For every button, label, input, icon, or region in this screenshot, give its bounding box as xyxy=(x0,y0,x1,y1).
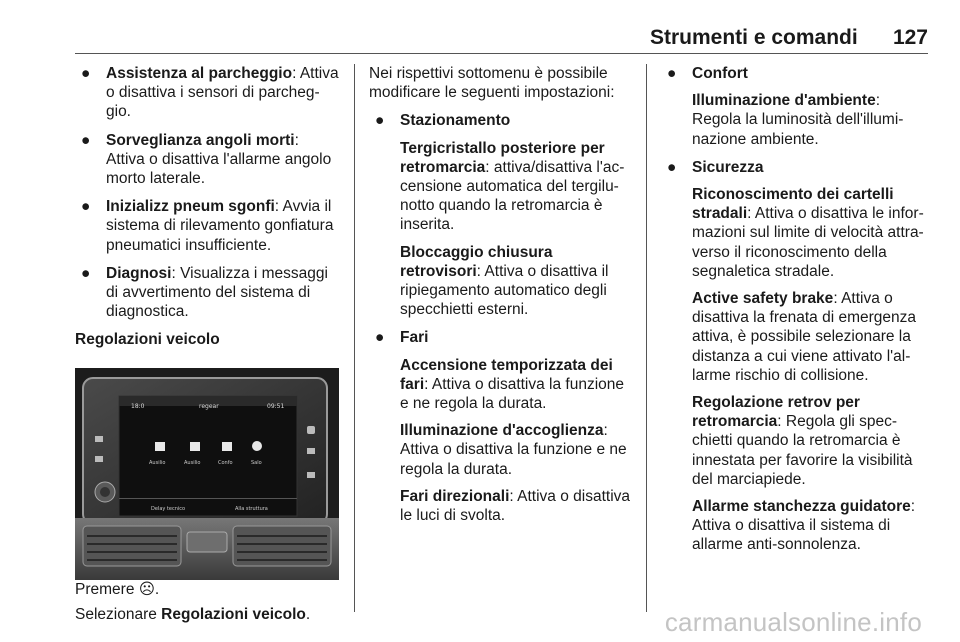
column-2 xyxy=(369,64,635,534)
list-item xyxy=(75,264,341,322)
term: Assistenza al parcheggio xyxy=(106,65,293,82)
bullet-dot: ● xyxy=(667,158,677,176)
bullet-dot: ● xyxy=(81,65,91,82)
status-bar-left: 18:0 xyxy=(131,402,145,410)
description: : Attiva o disattiva il ripiegamento automatico degli specchietti esterni. xyxy=(400,262,609,319)
screen-bottom-right: Alla struttura xyxy=(235,505,268,512)
bullet-dot: ● xyxy=(81,198,91,216)
term: Inizializz pneum sgonfi xyxy=(106,198,275,216)
setting-entry xyxy=(400,356,635,414)
status-bar-title: regear xyxy=(199,402,219,410)
setting-entry xyxy=(400,487,635,525)
term: Regolazione retrov per retromarcia xyxy=(692,394,860,431)
bullet-dot: ● xyxy=(667,65,677,82)
bullet-dot: ● xyxy=(81,264,91,282)
term: Tergicristallo posteriore per retromarcia xyxy=(400,139,605,176)
section-title: Regolazioni veicolo xyxy=(75,331,220,349)
screen-icon-label: Ausilio xyxy=(149,459,166,466)
submenu-title: Confort xyxy=(692,65,748,82)
bullet-dot: ● xyxy=(375,112,385,130)
description: : attiva/disattiva l'ac-censione automatica del tergilu-notto quando la retromarcia è inserita. xyxy=(400,158,625,234)
term: Regolazioni veicolo xyxy=(161,605,306,623)
screen-bottom-left: Delay tecnico xyxy=(151,505,186,512)
status-bar-clock: 09:51 xyxy=(267,402,285,410)
description: : Regola la luminosità dell'illumi-nazione ambiente. xyxy=(692,92,904,148)
list-item xyxy=(369,328,635,525)
term: Accensione temporizzata dei fari xyxy=(400,356,613,393)
list-item xyxy=(75,64,341,122)
setting-entry xyxy=(692,185,929,281)
running-header-title: Strumenti e comandi xyxy=(650,26,858,49)
term: Fari direzionali xyxy=(400,487,510,505)
description: : Attiva o disattiva le luci di svolta. xyxy=(400,487,631,525)
column-3 xyxy=(661,64,929,564)
infotainment-photo xyxy=(75,368,339,580)
list-item xyxy=(369,111,635,319)
description: : Attiva o disattiva i sensori di parcheg-gio. xyxy=(106,65,339,121)
submenu-title: Sicurezza xyxy=(692,158,764,176)
setting-entry xyxy=(692,393,929,489)
term: Riconoscimento dei cartelli stradali xyxy=(692,186,894,223)
term: Illuminazione d'ambiente xyxy=(692,92,876,110)
instruction-prefix: Selezionare xyxy=(75,605,162,623)
list-item xyxy=(75,131,341,189)
bullet-dot: ● xyxy=(81,131,91,149)
term: Allarme stanchezza guidatore xyxy=(692,498,911,516)
setting-entry xyxy=(692,497,929,555)
page-number: 127 xyxy=(892,26,928,49)
setting-entry xyxy=(692,91,929,149)
setting-entry xyxy=(400,243,635,320)
screen-icon-label: Ausilio xyxy=(184,459,201,466)
description: : Attiva o disattiva la funzione e ne regola la durata. xyxy=(400,422,627,478)
column-divider-1 xyxy=(354,64,355,612)
screen-icon-label: Salo xyxy=(251,459,262,466)
description: : Attiva o disattiva le infor-mazioni sul limite di velocità attra-verso il riconoscimento della segnaletica stradale. xyxy=(692,205,924,280)
setting-entry xyxy=(400,421,635,479)
term: Bloccaggio chiusura retrovisori xyxy=(400,243,553,280)
submenu-title: Fari xyxy=(400,329,429,347)
intro-paragraph: Nei rispettivi sottomenu è possibile modificare le seguenti impostazioni: xyxy=(369,65,615,102)
description: : Visualizza i messaggi di avvertimento del sistema di diagnostica. xyxy=(106,264,328,321)
description: : Attiva o disattiva il sistema di allarme anti-sonnolenza. xyxy=(692,498,916,554)
description: : Regola gli spec-chietti quando la retromarcia è innestata per favorire la visibilità del marciapiede. xyxy=(692,413,913,488)
term: Diagnosi xyxy=(106,264,172,282)
column-1 xyxy=(75,64,341,624)
description: : Attiva o disattiva la funzione e ne regola la durata. xyxy=(400,375,625,413)
setting-entry xyxy=(400,139,635,235)
term: Illuminazione d'accoglienza xyxy=(400,422,604,440)
watermark-text: carmanualsonline.info xyxy=(664,607,922,637)
column-divider-2 xyxy=(646,64,647,612)
instruction-suffix: . xyxy=(305,605,311,623)
instruction-press: Premere ☹. xyxy=(75,580,160,598)
list-item xyxy=(661,158,929,555)
instruction-select xyxy=(75,605,341,624)
description: : Avvia il sistema di rilevamento gonfiatura pneumatici insufficiente. xyxy=(106,198,334,254)
bullet-dot: ● xyxy=(375,329,385,347)
submenu-title: Stazionamento xyxy=(400,112,511,130)
header-rule xyxy=(75,53,928,54)
list-item xyxy=(661,64,929,149)
setting-entry xyxy=(692,289,929,385)
term: Active safety brake xyxy=(692,290,834,308)
description: : Attiva o disattiva la frenata di emergenza attiva, è possibile selezionare la distanza a cui viene attivato l'al-larme rischio di collisione. xyxy=(692,290,917,384)
description: : Attiva o disattiva l'allarme angolo morto laterale. xyxy=(106,131,332,188)
term: Sorveglianza angoli morti xyxy=(106,131,295,149)
screen-icon-label: Confo xyxy=(218,459,233,466)
list-item xyxy=(75,197,341,255)
